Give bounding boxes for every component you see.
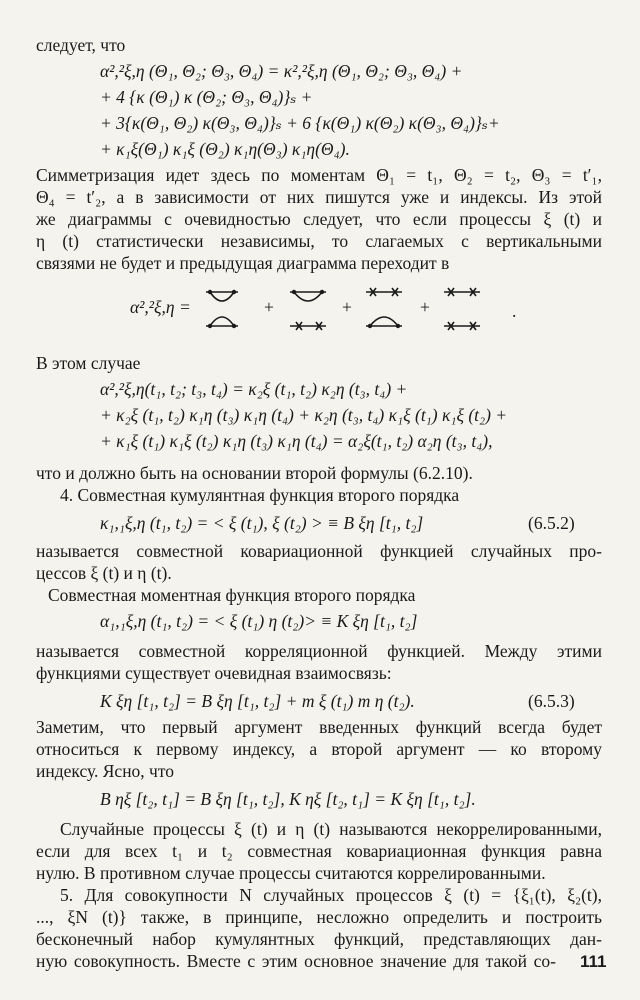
plus-sign: +: [420, 297, 430, 317]
text-line: нулю. В противном случае процессы считаются коррелированными.: [36, 863, 546, 883]
text-line: что и должно быть на основании второй формулы (6.2.10).: [36, 463, 473, 483]
formula-line: κ₁,₁ξ,η (t₁, t₂) = < ξ (t₁), ξ (t₂) > ≡ B ξη [t₁, t₂]: [100, 513, 424, 533]
period: .: [512, 301, 517, 321]
text-line: Симметризация идет здесь по моментам Θ₁ = t₁, Θ₂ = t₂, Θ₃ = t′₁,: [36, 165, 602, 185]
text-line: Случайные процессы ξ (t) и η (t) называются некоррелированными,: [60, 819, 602, 839]
text-line: 4. Совместная кумулянтная функция второго порядка: [60, 485, 460, 505]
text-line: Θ₄ = t′₂, а в зависимости от них пишутся уже и индексы. Из этой: [36, 187, 602, 207]
formula-line: α²,²ξ,η(t₁, t₂; t₃, t₄) = κ₂ξ (t₁, t₂) κ₂η (t₃, t₄) +: [100, 379, 408, 399]
formula-line: + 4 {κ (Θ₁) κ (Θ₂; Θ₃, Θ₄)}ₛ +: [100, 87, 313, 107]
text-line: 5. Для совокупности N случайных процессов ξ (t) = {ξ₁(t), ξ₂(t),: [60, 885, 602, 905]
formula-line: + κ₂ξ (t₁, t₂) κ₁η (t₃) κ₁η (t₄) + κ₂η (t₃, t₄) κ₁ξ (t₁) κ₁ξ (t₂) +: [100, 405, 508, 425]
equation-number: (6.5.2): [528, 513, 575, 533]
formula-line: + κ₁ξ(Θ₁) κ₁ξ (Θ₂) κ₁η(Θ₃) κ₁η(Θ₄).: [100, 139, 350, 159]
text-line: если для всех t₁ и t₂ совместная ковариационная функция равна: [36, 841, 602, 861]
formula-line: + 3{κ(Θ₁, Θ₂) κ(Θ₃, Θ₄)}ₛ + 6 {κ(Θ₁) κ(Θ₂) κ(Θ₃, Θ₄)}ₛ+: [100, 113, 500, 133]
text-line: В этом случае: [36, 353, 141, 373]
text-line: называется совместной корреляционной функцией. Между этими: [36, 641, 602, 661]
formula-line: α²,²ξ,η (Θ₁, Θ₂; Θ₃, Θ₄) = κ²,²ξ,η (Θ₁, Θ₂; Θ₃, Θ₄) +: [100, 61, 463, 81]
plus-sign: +: [264, 297, 274, 317]
text-line: относиться к первому индексу, а второй аргумент — ко второму: [36, 739, 602, 759]
text-line: ную совокупность. Вместе с этим основное значение для такой со-: [36, 951, 556, 971]
formula-line: B ηξ [t₂, t₁] = B ξη [t₁, t₂], K ηξ [t₂, t₁] = K ξη [t₁, t₂].: [100, 789, 476, 809]
formula-line: α₁,₁ξ,η (t₁, t₂) = < ξ (t₁) η (t₂)> ≡ K ξη [t₁, t₂]: [100, 611, 418, 631]
equation-number: (6.5.3): [528, 691, 575, 711]
text-line: следует, что: [36, 35, 126, 55]
formula-line: K ξη [t₁, t₂] = B ξη [t₁, t₂] + m ξ (t₁) m η (t₂).: [100, 691, 415, 711]
text-line: бесконечный набор кумулянтных функций, представляющих дан-: [36, 929, 602, 949]
text-line: называется совместной ковариационной функцией случайных про-: [36, 541, 602, 561]
text-line: ..., ξN (t)} также, в принципе, несложно определить и построить: [36, 907, 602, 927]
diagram-label: α²,²ξ,η =: [130, 297, 191, 317]
text-line: цессов ξ (t) и η (t).: [36, 563, 172, 583]
text-line: индексу. Ясно, что: [36, 761, 175, 781]
diagram-graphic: [130, 280, 530, 340]
formula-line: + κ₁ξ (t₁) κ₁ξ (t₂) κ₁η (t₃) κ₁η (t₄) = α₂ξ(t₁, t₂) α₂η (t₃, t₄),: [100, 431, 493, 451]
text-line: функциями существует очевидная взаимосвязь:: [36, 663, 392, 683]
plus-sign: +: [342, 297, 352, 317]
page-number: 111: [580, 952, 607, 971]
text-line: Заметим, что первый аргумент введенных функций всегда будет: [36, 717, 602, 737]
text-line: же диаграммы с очевидностью следует, что если процессы ξ (t) и: [36, 209, 602, 229]
text-line: η (t) статистически независимы, то слагаемых с вертикальными: [36, 231, 602, 251]
cumulant-diagram: [130, 280, 530, 340]
text-line: связями не будет и предыдущая диаграмма переходит в: [36, 253, 450, 273]
text-line: Совместная моментная функция второго порядка: [48, 585, 416, 605]
